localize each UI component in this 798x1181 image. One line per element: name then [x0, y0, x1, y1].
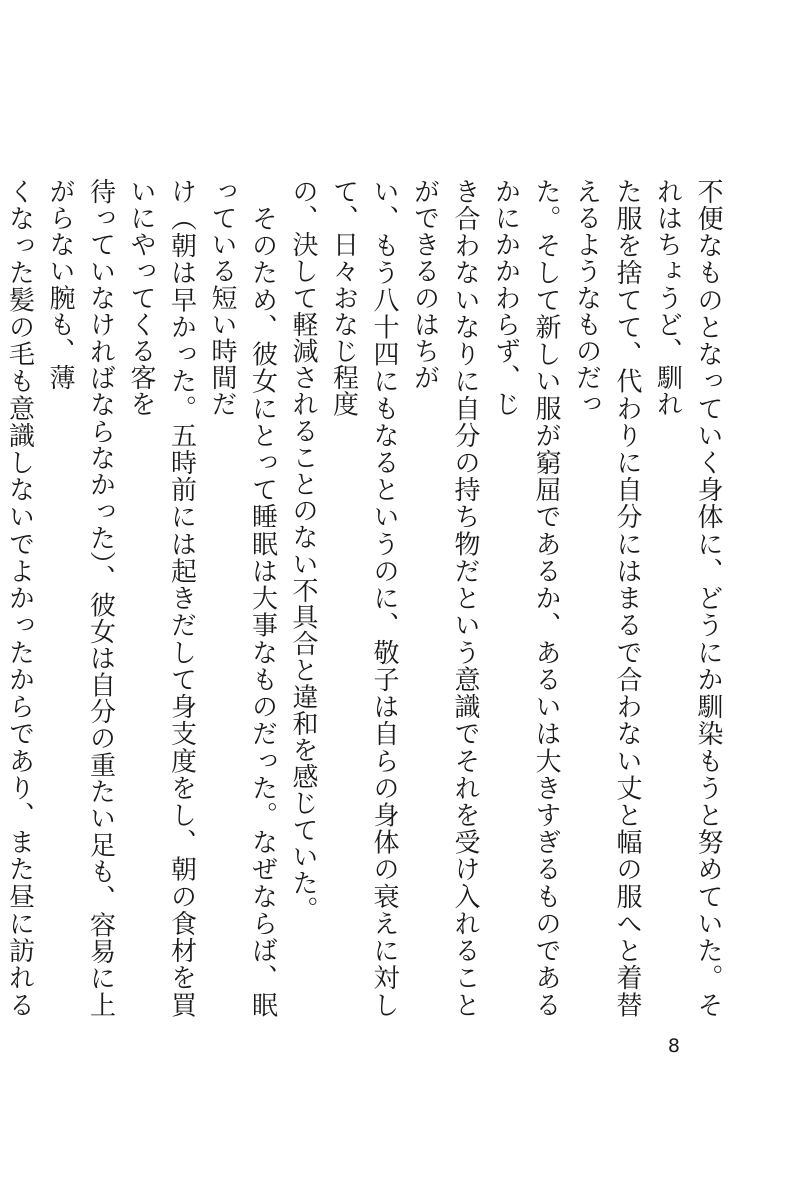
text-column: そのため、彼女にとって睡眠は大事なものだった。なぜならば、眠っている短い時間だ: [207, 178, 278, 1018]
text-column: い、もう八十四にもなるというのに、敬子は自らの身体の衰えに対して、日々おなじ程度: [328, 178, 399, 1018]
text-column: た服を捨てて、代わりに自分にはまるで合わない丈と幅の服へと着替えるようなものだっ: [571, 178, 642, 1018]
text-column: た。そして新しい服が窮屈であるか、あるいは大きすぎるものであるかにかかわらず、じ: [490, 178, 561, 1018]
text-column: くなった髪の毛も意識しないでよかったからであり、また昼に訪れる: [4, 178, 35, 1018]
vertical-body-text: [0, 178, 728, 1018]
text-column: け（朝は早かった。五時前には起きだして身支度をし、朝の食材を買いにやってくる客を: [126, 178, 197, 1018]
text-column: き合わないなりに自分の持ち物だという意識でそれを受け入れることができるのはちが: [409, 178, 480, 1018]
text-column: の、決して軽減されることのない不具合と違和を感じていた。: [288, 178, 318, 923]
text-column: 待っていなければならなかった）、彼女は自分の重たい足も、容易に上がらない腕も、薄: [45, 178, 116, 1018]
text-column: 不便なものとなっていく身体に、どうにか馴染もうと努めていた。それはちょうど、馴れ: [652, 178, 723, 1018]
page-number: 8: [667, 1035, 680, 1057]
